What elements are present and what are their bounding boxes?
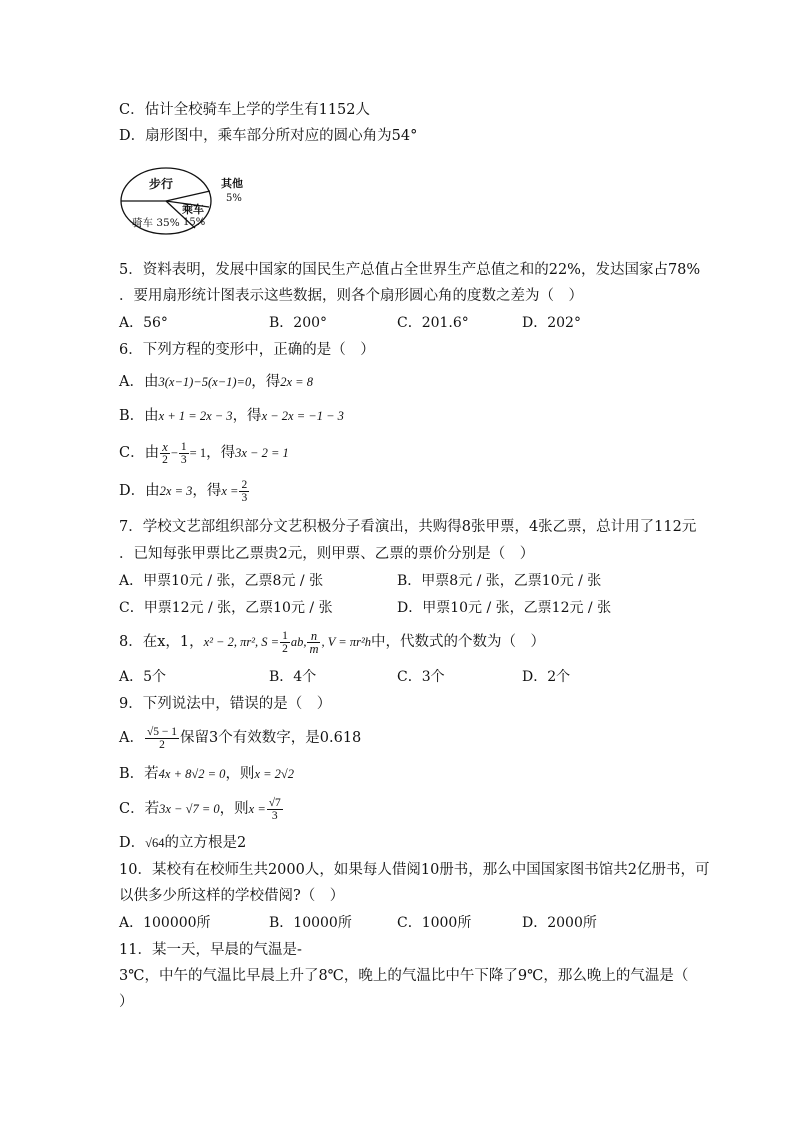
q10-option-a: A．100000所 <box>119 915 211 931</box>
pie-label-other: 其他 <box>221 177 243 190</box>
q5-option-d: D．202° <box>522 315 581 331</box>
pie-label-bus: 乘车 <box>182 203 204 216</box>
pie-label-walk: 步行 <box>149 177 174 191</box>
q8-option-c: C．3个 <box>397 669 445 685</box>
q9-a-text: 保留3个有效数字，是0.618 <box>180 730 362 746</box>
pie-label-other-pct: 5% <box>226 193 242 204</box>
q8-option-b: B．4个 <box>269 669 317 685</box>
q8-option-d: D．2个 <box>522 669 571 685</box>
q6-c-result: 3x − 2 = 1 <box>235 446 289 460</box>
q8-expr-1: x² − 2, πr², S = <box>203 635 280 649</box>
q7-option-d: D．甲票10元 / 张，乙票12元 / 张 <box>397 600 612 616</box>
q4-option-d: D．扇形图中，乘车部分所对应的圆心角为54° <box>119 128 418 144</box>
q6-option-d <box>119 478 250 504</box>
q6-b-label: B．由 <box>119 408 159 424</box>
q6-a-equation: 3(x−1)−5(x−1)=0 <box>158 375 252 389</box>
q7-stem-line2: ．已知每张甲票比乙票贵2元，则甲票、乙票的票价分别是（ ） <box>119 546 535 562</box>
q9-a-label: A． <box>119 730 144 746</box>
q6-d-label: D．由 <box>119 483 160 499</box>
q8-expr-3: , V = πr²h <box>321 635 371 649</box>
q6-b-result: x − 2x = −1 − 3 <box>261 409 344 423</box>
q9-stem: 9．下列说法中，错误的是（ ） <box>119 696 332 712</box>
q9-a-fraction: $\frac{√5 - 1}{2}$ <box>146 725 178 751</box>
q9-c-label: C．若 <box>119 801 160 817</box>
q6-c-fraction-1: $\frac{x}{2}$ <box>162 439 168 466</box>
q9-b-mid: ，则 <box>225 766 255 782</box>
q6-c-minus: − <box>170 446 178 460</box>
q6-d-mid: ，得 <box>192 483 222 499</box>
q6-a-mid: ，得 <box>251 374 281 390</box>
q8-prefix: 8．在x，1， <box>119 634 204 650</box>
q8-fraction-n-m: $\frac{n}{m}$ <box>309 628 319 656</box>
q11-stem-line1: 11．某一天，早晨的气温是- <box>119 942 302 958</box>
q8-suffix: 中，代数式的个数为（ ） <box>370 634 545 650</box>
q9-d-label: D． <box>119 835 146 851</box>
q6-d-x: x = <box>221 484 239 498</box>
q8-option-a: A．5个 <box>119 669 167 685</box>
q9-b-label: B．若 <box>119 766 159 782</box>
q6-c-label: C．由 <box>119 445 160 461</box>
q5-option-c: C．201.6° <box>397 315 469 331</box>
q6-stem: 6．下列方程的变形中，正确的是（ ） <box>119 342 375 358</box>
q9-d-radical: √64 <box>145 836 165 850</box>
q6-a-label: A．由 <box>119 374 159 390</box>
q6-c-fraction-2: $\frac{1}{3}$ <box>180 440 187 466</box>
q9-c-mid: ，则 <box>219 801 249 817</box>
q10-stem-line1: 10．某校有在校师生共2000人，如果每人借阅10册书，那么中国国家图书馆共2亿册书，可 <box>119 862 710 878</box>
q9-b-result: x = 2√2 <box>254 767 295 781</box>
q8-stem <box>119 628 545 656</box>
q6-option-b <box>119 406 344 426</box>
pie-chart <box>119 160 259 240</box>
q10-stem-line2: 以供多少所这样的学校借阅?（ ） <box>119 888 345 904</box>
q6-option-c <box>119 440 289 466</box>
q4-option-c: C．估计全校骑车上学的学生有1152人 <box>119 102 370 118</box>
pie-label-bike: 骑车 35% <box>132 217 180 229</box>
q9-d-text: 的立方根是2 <box>164 835 247 851</box>
q8-expr-2: ab, <box>290 635 307 649</box>
q10-option-d: D．2000所 <box>522 915 597 931</box>
q6-d-fraction: $\frac{2}{3}$ <box>241 478 248 504</box>
q6-b-mid: ，得 <box>232 408 262 424</box>
pie-label-bus-pct: 15% <box>183 217 206 228</box>
q6-b-equation: x + 1 = 2x − 3 <box>158 409 233 423</box>
q8-fraction-half: $\frac{1}{2}$ <box>282 629 288 655</box>
q6-c-mid: ，得 <box>206 445 236 461</box>
q9-c-x: x = <box>248 802 266 816</box>
q6-option-a <box>119 372 313 392</box>
q9-c-equation: 3x − √7 = 0 <box>159 802 220 816</box>
q6-a-result: 2x = 8 <box>280 375 313 389</box>
q5-option-a: A．56° <box>119 315 168 331</box>
q11-stem-line3: ） <box>119 994 134 1010</box>
q7-option-a: A．甲票10元 / 张，乙票8元 / 张 <box>119 573 324 589</box>
q7-stem-line1: 7．学校文艺部组织部分文艺积极分子看演出，共购得8张甲票，4张乙票，总计用了112元 <box>119 519 697 535</box>
q9-option-b <box>119 764 294 784</box>
q10-option-c: C．1000所 <box>397 915 472 931</box>
q6-d-equation: 2x = 3 <box>159 484 193 498</box>
q7-option-c: C．甲票12元 / 张，乙票10元 / 张 <box>119 600 333 616</box>
q6-c-eq-tail: = 1 <box>189 446 207 460</box>
q9-option-a <box>119 724 361 752</box>
q9-b-equation: 4x + 8√2 = 0 <box>158 767 226 781</box>
q9-option-d <box>119 833 246 853</box>
q7-option-b: B．甲票8元 / 张，乙票10元 / 张 <box>397 573 602 589</box>
q9-c-fraction: $\frac{√7}{3}$ <box>268 796 281 822</box>
q9-option-c <box>119 794 284 824</box>
q5-option-b: B．200° <box>269 315 328 331</box>
q5-stem-line2: ．要用扇形统计图表示这些数据，则各个扇形圆心角的度数之差为（ ） <box>119 288 583 304</box>
q5-stem-line1: 5．资料表明，发展中国家的国民生产总值占全世界生产总值之和的22%，发达国家占78% <box>119 262 701 278</box>
q11-stem-line2: 3℃，中午的气温比早晨上升了8℃，晚上的气温比中午下降了9℃，那么晚上的气温是（ <box>119 968 689 984</box>
q10-option-b: B．10000所 <box>269 915 352 931</box>
